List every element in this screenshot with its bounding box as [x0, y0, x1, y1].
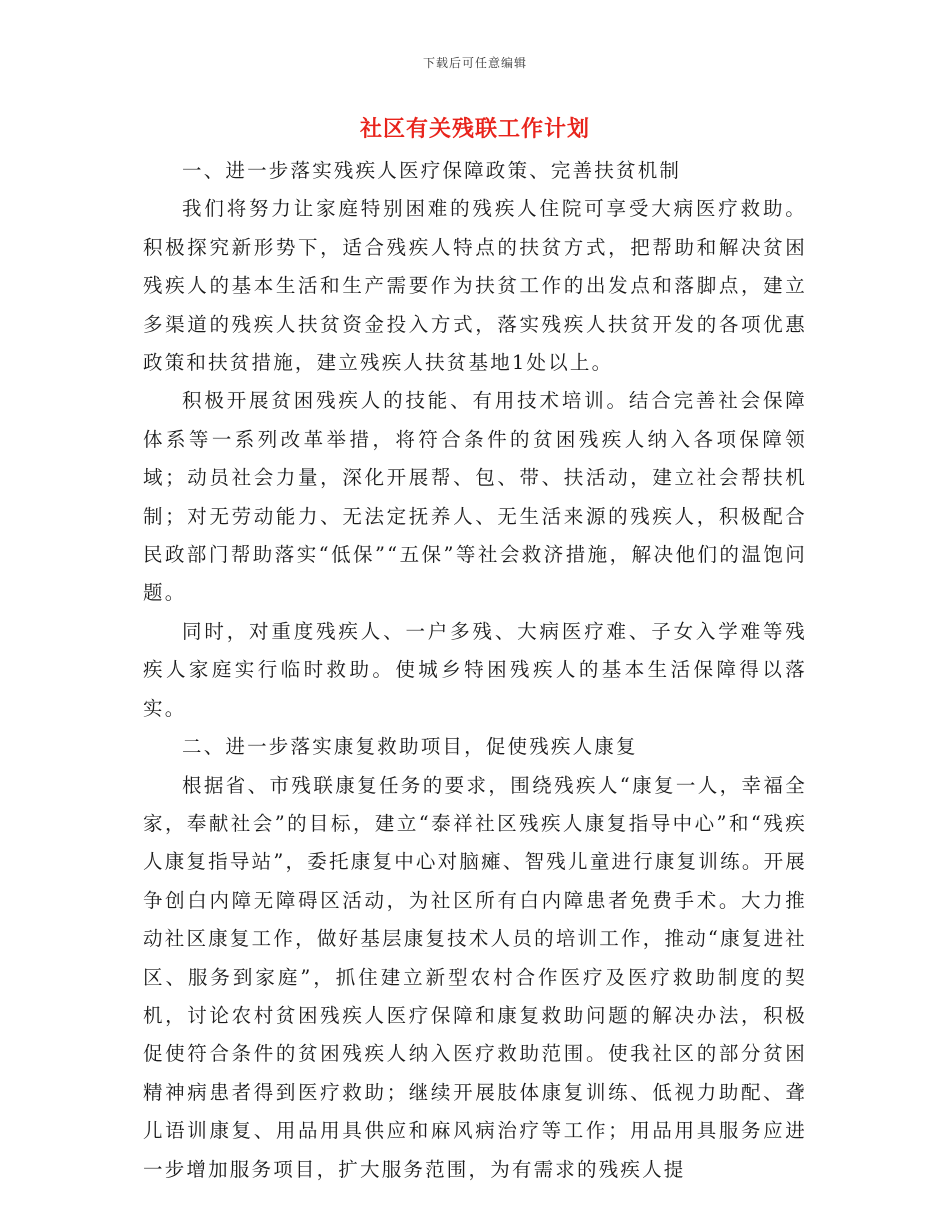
paragraph-2: 积极开展贫困残疾人的技能、有用技术培训。结合完善社会保障体系等一系列改革举措，将符合条件的贫困残疾人纳入各项保障领域；动员社会力量，深化开展帮、包、带、扶活动，建立社会帮扶机制；对无劳动能力、无法定抚养人、无生活来源的残疾人，积极配合民政部门帮助落实“低保”“五保”等社会救济措施，解决他们的温饱问题。	[143, 389, 807, 605]
section-heading-1: 一、进一步落实残疾人医疗保障政策、完善扶贫机制	[182, 159, 682, 182]
section-heading-2: 二、进一步落实康复救助项目，促使残疾人康复	[182, 735, 638, 759]
paragraph-1: 我们将努力让家庭特别困难的残疾人住院可享受大病医疗救助。积极探究新形势下，适合残疾人特点的扶贫方式，把帮助和解决贫困残疾人的基本生活和生产需要作为扶贫工作的出发点和落脚点，建立多渠道的残疾人扶贫资金投入方式，落实残疾人扶贫开发的各项优惠政策和扶贫措施，建立残疾人扶贫基地1处以上。	[143, 197, 807, 375]
paragraph-4: 根据省、市残联康复任务的要求，围绕残疾人“康复一人，幸福全家，奉献社会”的目标，建立“泰祥社区残疾人康复指导中心”和“残疾人康复指导站”，委托康复中心对脑瘫、智残儿童进行康复训练。开展争创白内障无障碍区活动，为社区所有白内障患者免费手术。大力推动社区康复工作，做好基层康复技术人员的培训工作，推动“康复进社区、服务到家庭”，抓住建立新型农村合作医疗及医疗救助制度的契机，讨论农村贫困残疾人医疗保障和康复救助问题的解决办法，积极促使符合条件的贫困残疾人纳入医疗救助范围。使我社区的部分贫困精神病患者得到医疗救助；继续开展肢体康复训练、低视力助配、聋儿语训康复、用品用具供应和麻风病治疗等工作；用品用具服务应进一步增加服务项目，扩大服务范围，为有需求的残疾人提	[143, 773, 807, 1181]
header-note: 下载后可任意编辑	[422, 56, 527, 70]
paragraph-3: 同时，对重度残疾人、一户多残、大病医疗难、子女入学难等残疾人家庭实行临时救助。使城乡特困残疾人的基本生活保障得以落实。	[143, 619, 807, 720]
document-title: 社区有关残联工作计划	[359, 116, 590, 142]
document-body	[143, 152, 807, 1189]
